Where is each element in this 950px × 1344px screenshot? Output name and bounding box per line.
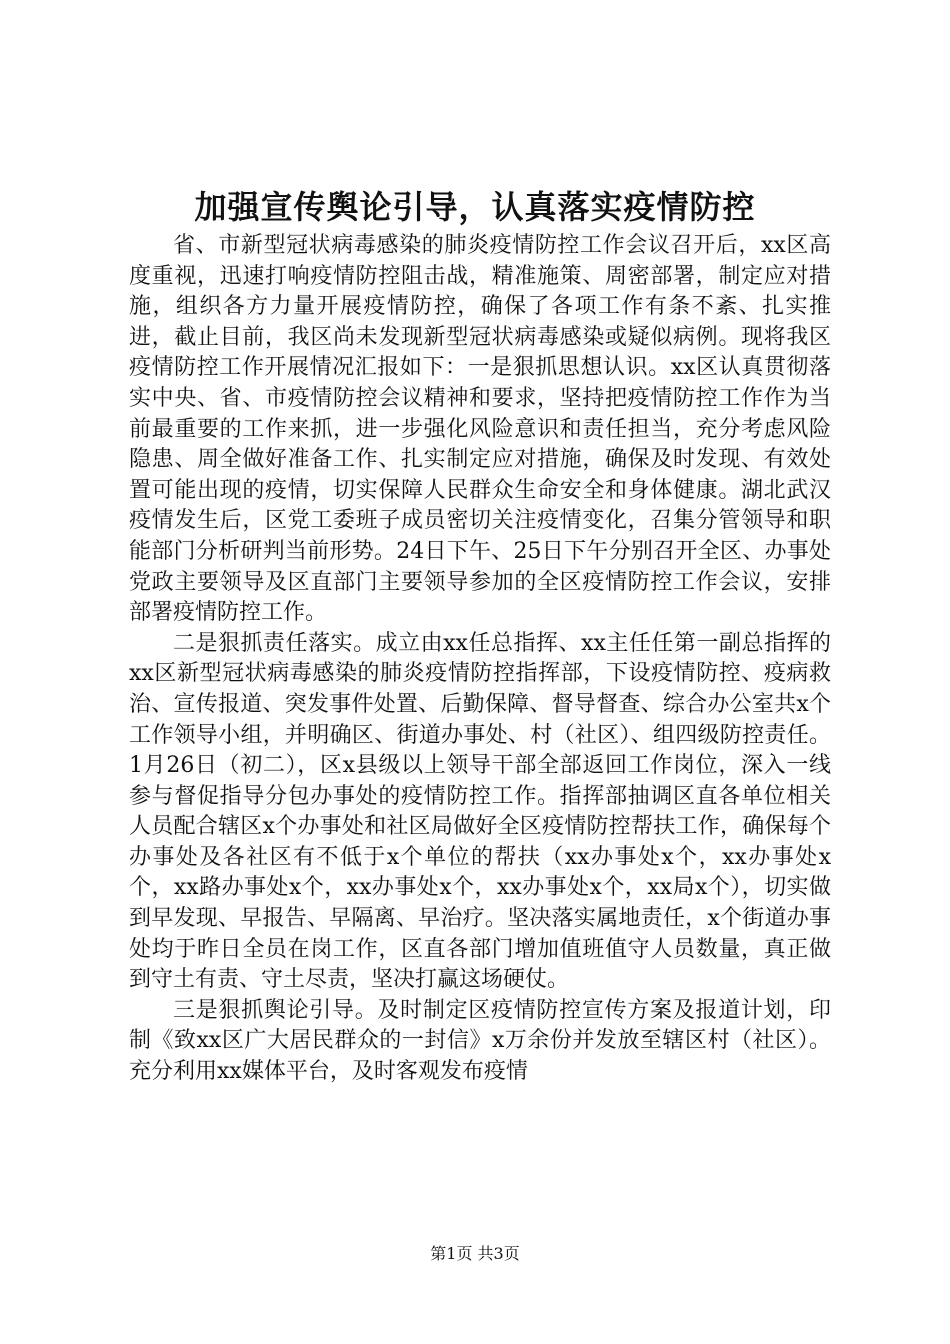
document-body (129, 231, 831, 1088)
page-number-footer: 第1页 共3页 (430, 1244, 520, 1263)
paragraph-1: 省、市新型冠状病毒感染的肺炎疫情防控工作会议召开后，xx区高度重视，迅速打响疫情防控阻击战，精准施策、周密部署，制定应对措施，组织各方力量开展疫情防控，确保了各项工作有条不紊、扎实推进，截止目前，我区尚未发现新型冠状病毒感染或疑似病例。现将我区疫情防控工作开展情况汇报如下：一是狠抓思想认识。xx区认真贯彻落实中央、省、市疫情防控会议精神和要求，坚持把疫情防控工作作为当前最重要的工作来抓，进一步强化风险意识和责任担当，充分考虑风险隐患、周全做好准备工作、扎实制定应对措施，确保及时发现、有效处置可能出现的疫情，切实保障人民群众生命安全和身体健康。湖北武汉疫情发生后，区党工委班子成员密切关注疫情变化，召集分管领导和职能部门分析研判当前形势。24日下午、25日下午分别召开全区、办事处党政主要领导及区直部门主要领导参加的全区疫情防控工作会议，安排部署疫情防控工作。 (129, 233, 831, 626)
document-title: 加强宣传舆论引导，认真落实疫情防控 (194, 188, 756, 226)
paragraph-3: 三是狠抓舆论引导。及时制定区疫情防控宣传方案及报道计划，印制《致xx区广大居民群众的一封信》x万余份并发放至辖区村（社区）。充分利用xx媒体平台，及时客观发布疫情 (129, 997, 831, 1085)
paragraph-2: 二是狠抓责任落实。成立由xx任总指挥、xx主任任第一副总指挥的xx区新型冠状病毒感染的肺炎疫情防控指挥部，下设疫情防控、疫病救治、宣传报道、突发事件处置、后勤保障、督导督查、综合办公室共x个工作领导小组，并明确区、街道办事处、村（社区）、组四级防控责任。1月26日（初二），区x县级以上领导干部全部返回工作岗位，深入一线参与督促指导分包办事处的疫情防控工作。指挥部抽调区直各单位相关人员配合辖区x个办事处和社区局做好全区疫情防控帮扶工作，确保每个办事处及各社区有不低于x个单位的帮扶（xx办事处x个，xx办事处x个，xx路办事处x个，xx办事处x个，xx办事处x个，xx局x个），切实做到早发现、早报告、早隔离、早治疗。坚决落实属地责任，x个街道办事处均于昨日全员在岗工作，区直各部门增加值班值守人员数量，真正做到守土有责、守土尽责，坚决打赢这场硬仗。 (129, 630, 831, 993)
